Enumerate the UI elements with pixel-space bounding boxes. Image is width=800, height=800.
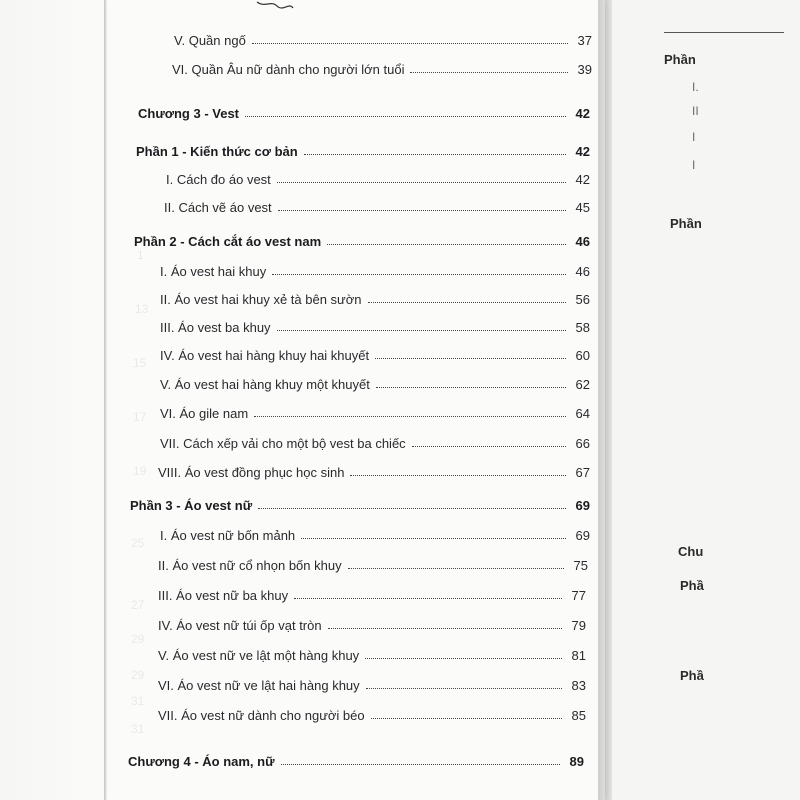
toc-entry[interactable]: VII. Cách xếp vải cho một bộ vest ba chiếc 66 xyxy=(160,436,590,451)
toc-page: 1 13 15 17 19 25 27 29 29 31 31 xyxy=(107,0,605,800)
dot-leader xyxy=(254,416,566,417)
toc-part[interactable]: Phần 2 - Cách cắt áo vest nam 46 xyxy=(134,234,590,249)
toc-entry[interactable]: VI. Áo vest nữ ve lật hai hàng khuy 83 xyxy=(158,678,586,693)
dot-leader xyxy=(294,598,562,599)
dot-leader xyxy=(412,446,566,447)
next-page-letter: I xyxy=(692,130,696,144)
toc-entry[interactable]: I. Cách đo áo vest 42 xyxy=(166,172,590,187)
next-page-rule xyxy=(664,32,784,33)
toc-entry[interactable]: VI. Áo gile nam 64 xyxy=(160,406,590,421)
dot-leader xyxy=(348,568,564,569)
toc-entry[interactable]: II. Áo vest nữ cổ nhọn bốn khuy 75 xyxy=(158,558,588,573)
dot-leader xyxy=(281,764,560,765)
dot-leader xyxy=(375,358,566,359)
dot-leader xyxy=(252,43,568,44)
toc-entry[interactable]: V. Quần ngố 37 xyxy=(174,33,592,48)
toc-entry[interactable]: VI. Quần Âu nữ dành cho người lớn tuổi 39 xyxy=(172,62,592,77)
dot-leader xyxy=(301,538,566,539)
dot-leader xyxy=(328,628,562,629)
toc-entry[interactable]: V. Áo vest hai hàng khuy một khuyết 62 xyxy=(160,377,590,392)
dot-leader xyxy=(272,274,566,275)
toc-part[interactable]: Phần 1 - Kiến thức cơ bản 42 xyxy=(136,144,590,159)
toc-entry[interactable]: V. Áo vest nữ ve lật một hàng khuy 81 xyxy=(158,648,586,663)
dot-leader xyxy=(368,302,567,303)
toc-entry[interactable]: II. Áo vest hai khuy xẻ tà bên sườn 56 xyxy=(160,292,590,307)
dot-leader xyxy=(327,244,566,245)
next-page-heading: Phầ xyxy=(680,668,704,683)
dot-leader xyxy=(371,718,562,719)
next-page-letter: I. xyxy=(692,80,699,94)
toc-entry[interactable]: II. Cách vẽ áo vest 45 xyxy=(164,200,590,215)
toc-entry[interactable]: IV. Áo vest nữ túi ốp vạt tròn 79 xyxy=(158,618,586,633)
dot-leader xyxy=(245,116,566,117)
dot-leader xyxy=(376,387,566,388)
dot-leader xyxy=(350,475,566,476)
toc-entry[interactable]: III. Áo vest nữ ba khuy 77 xyxy=(158,588,586,603)
toc-entry[interactable]: IV. Áo vest hai hàng khuy hai khuyết 60 xyxy=(160,348,590,363)
dot-leader xyxy=(258,508,566,509)
dot-leader xyxy=(304,154,566,155)
dot-leader xyxy=(410,72,568,73)
next-page-letter: II xyxy=(692,104,699,118)
next-page-heading: Phần xyxy=(664,52,696,67)
previous-page-edge xyxy=(0,0,110,800)
next-page-heading: Phần xyxy=(670,216,702,231)
dot-leader xyxy=(277,330,566,331)
toc-entry[interactable]: VIII. Áo vest đồng phục học sinh 67 xyxy=(158,465,590,480)
dot-leader xyxy=(366,688,562,689)
toc-entry[interactable]: VII. Áo vest nữ dành cho người béo 85 xyxy=(158,708,586,723)
next-page-edge xyxy=(612,0,800,800)
toc-entry[interactable]: I. Áo vest nữ bốn mảnh 69 xyxy=(160,528,590,543)
dot-leader xyxy=(278,210,566,211)
dot-leader xyxy=(365,658,562,659)
next-page-heading: Phầ xyxy=(680,578,704,593)
toc-entry[interactable]: I. Áo vest hai khuy 46 xyxy=(160,264,590,279)
toc-entry[interactable]: III. Áo vest ba khuy 58 xyxy=(160,320,590,335)
next-page-letter: I xyxy=(692,158,696,172)
handwriting-mark-icon xyxy=(255,0,295,10)
toc-part[interactable]: Phần 3 - Áo vest nữ 69 xyxy=(130,498,590,513)
toc-chapter[interactable]: Chương 4 - Áo nam, nữ 89 xyxy=(128,754,584,769)
next-page-heading: Chu xyxy=(678,544,704,559)
toc-chapter[interactable]: Chương 3 - Vest 42 xyxy=(138,106,590,121)
dot-leader xyxy=(277,182,566,183)
